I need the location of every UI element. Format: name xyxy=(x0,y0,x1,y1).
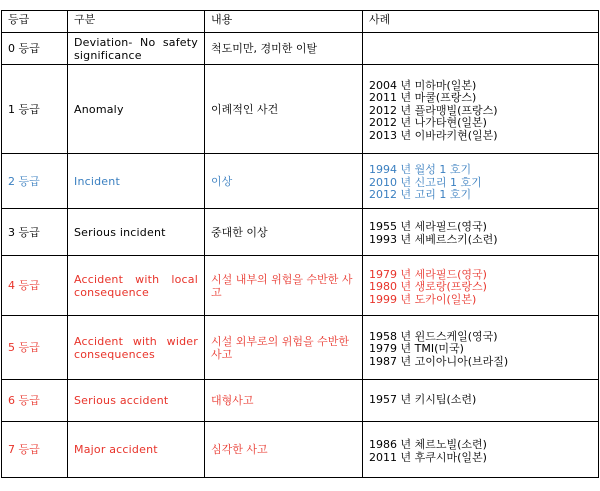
category-cell: Accident with wider consequences xyxy=(68,316,205,380)
header-category: 구분 xyxy=(68,11,205,33)
category-cell: Anomaly xyxy=(68,65,205,154)
example-item: 1993 년 세베르스키(소련) xyxy=(369,233,498,246)
example-item: 2011 년 후쿠시마(일본) xyxy=(369,450,487,464)
example-item: 2012 년 고리 1 호기 xyxy=(369,188,472,202)
category-cell: Major accident xyxy=(68,422,205,478)
example-item: 2013 년 이바라키현(일본) xyxy=(369,128,498,142)
category-cell: Incident xyxy=(68,154,205,209)
content-cell: 척도미만, 경미한 이탈 xyxy=(205,33,363,65)
example-item: 1994 년 월성 1 호기 xyxy=(369,163,472,177)
content-cell: 시설 외부로의 위험을 수반한 사고 xyxy=(205,316,363,380)
grade-cell: 3 등급 xyxy=(2,209,68,256)
header-examples: 사례 xyxy=(363,11,599,33)
example-item: 2012 년 나가타현(일본) xyxy=(369,116,487,130)
content-cell: 이례적인 사건 xyxy=(205,65,363,154)
table-header-row xyxy=(2,11,599,33)
example-item: 1957 년 키시팀(소련) xyxy=(369,393,477,407)
example-item: 2011 년 마쿨(프랑스) xyxy=(369,91,477,105)
examples-cell xyxy=(363,422,599,478)
examples-cell xyxy=(363,256,599,316)
content-cell: 중대한 이상 xyxy=(205,209,363,256)
example-item: 1979 년 세라필드(영국) xyxy=(369,267,487,281)
examples-cell xyxy=(363,33,599,65)
example-item: 2012 년 플라맹빌(프랑스) xyxy=(369,103,498,117)
examples-cell xyxy=(363,154,599,209)
example-item: 1999 년 도카이(일본) xyxy=(369,292,477,306)
table-row-grade-0 xyxy=(2,33,599,65)
example-item: 1979 년 TMI(미국) xyxy=(369,342,464,356)
example-item: 2010 년 신고리 1 호기 xyxy=(369,175,482,189)
table-row-grade-4 xyxy=(2,256,599,316)
ines-grade-table xyxy=(1,10,599,478)
grade-cell: 4 등급 xyxy=(2,256,68,316)
grade-cell: 1 등급 xyxy=(2,65,68,154)
examples-cell xyxy=(363,380,599,422)
examples-cell xyxy=(363,209,599,256)
category-cell: Deviation- No safety significance xyxy=(68,33,205,65)
table-row-grade-1 xyxy=(2,65,599,154)
example-item: 1987 년 고이아니아(브라질) xyxy=(369,354,509,368)
table-row-grade-5 xyxy=(2,316,599,380)
table-row-grade-6 xyxy=(2,380,599,422)
example-item: 1958 년 윈드스케일(영국) xyxy=(369,329,498,343)
grade-cell: 7 등급 xyxy=(2,422,68,478)
example-item: 1986 년 체르노빌(소련) xyxy=(369,437,487,451)
table-row-grade-3 xyxy=(2,209,599,256)
grade-cell: 6 등급 xyxy=(2,380,68,422)
category-cell: Serious incident xyxy=(68,209,205,256)
content-cell: 시설 내부의 위험을 수반한 사고 xyxy=(205,256,363,316)
header-grade: 등급 xyxy=(2,11,68,33)
grade-cell: 2 등급 xyxy=(2,154,68,209)
table-row-grade-2 xyxy=(2,154,599,209)
category-cell: Accident with local consequence xyxy=(68,256,205,316)
table-row-grade-7 xyxy=(2,422,599,478)
grade-cell: 5 등급 xyxy=(2,316,68,380)
example-item: 1955 년 세라필드(영국) xyxy=(369,220,487,234)
category-cell: Serious accident xyxy=(68,380,205,422)
content-cell: 대형사고 xyxy=(205,380,363,422)
content-cell: 심각한 사고 xyxy=(205,422,363,478)
header-content: 내용 xyxy=(205,11,363,33)
grade-cell: 0 등급 xyxy=(2,33,68,65)
examples-cell xyxy=(363,316,599,380)
example-item: 2004 년 미하마(일본) xyxy=(369,78,477,92)
content-cell: 이상 xyxy=(205,154,363,209)
examples-cell xyxy=(363,65,599,154)
example-item: 1980 년 생로랑(프랑스) xyxy=(369,280,487,294)
